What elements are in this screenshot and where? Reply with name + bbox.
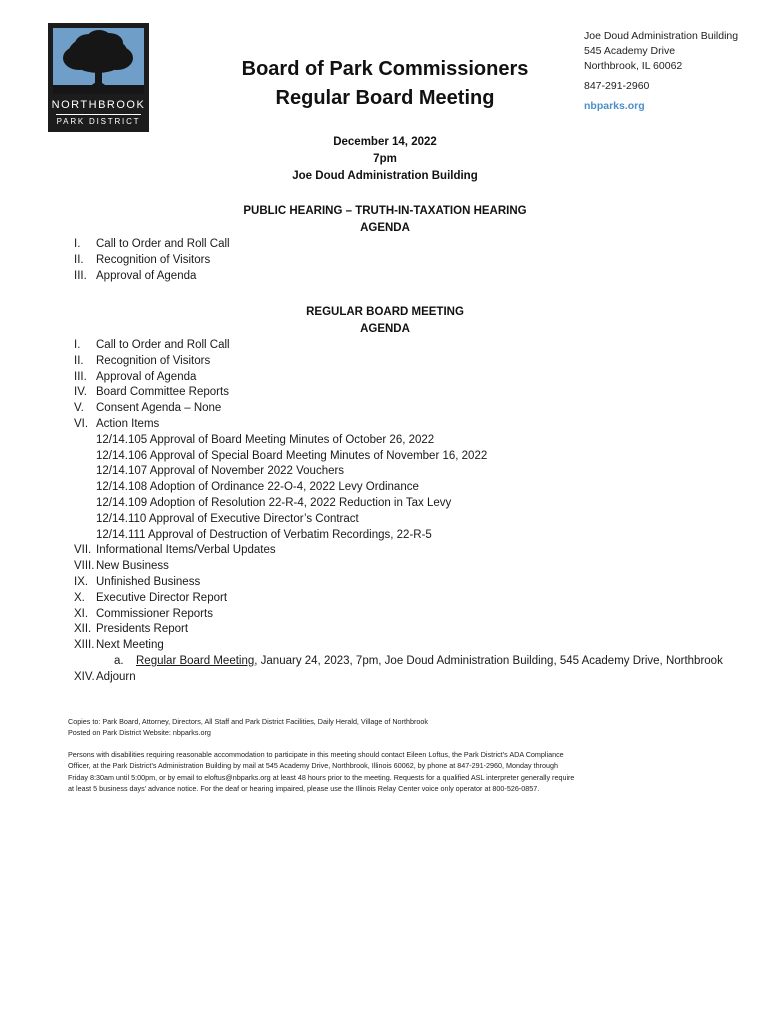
address-phone: 847-291-2960 <box>584 80 650 92</box>
item-number: XIII. <box>74 639 95 652</box>
item-text: Call to Order and Roll Call <box>96 339 230 351</box>
logo-name-line1: NORTHBROOK <box>51 99 146 111</box>
title-line-1: Board of Park Commissioners <box>241 58 529 80</box>
title-line-2: Regular Board Meeting <box>275 87 495 109</box>
logo-sky-panel <box>53 28 144 94</box>
item-text: Consent Agenda – None <box>96 402 222 415</box>
item-text: Adjourn <box>96 670 136 683</box>
logo-divider <box>56 114 141 115</box>
item-text: Board Committee Reports <box>96 386 229 399</box>
page-title <box>240 55 530 113</box>
item-number: XIV. <box>74 670 95 683</box>
meeting-location: Joe Doud Administration Building <box>292 170 478 182</box>
item-text: New Business <box>96 560 169 573</box>
item-number: VII. <box>74 544 92 557</box>
item-number: I. <box>74 339 81 351</box>
copies-to: Copies to: Park Board, Attorney, Directors, All Staff and Park District Facilities, Daily Herald, Village of Northbrook <box>68 717 428 726</box>
item-text: Approval of Agenda <box>96 370 197 383</box>
meeting-details <box>0 134 770 185</box>
item-text: Commissioner Reports <box>96 607 213 620</box>
public-hearing-heading <box>0 203 770 237</box>
item-number: XII. <box>74 623 92 636</box>
ada-notice <box>68 749 688 794</box>
item-text: Presidents Report <box>96 623 189 636</box>
item-number: III. <box>74 269 87 282</box>
tree-icon <box>53 28 144 94</box>
address-building: Joe Doud Administration Building <box>584 30 739 42</box>
action-item-text: 12/14.105 Approval of Board Meeting Minutes of October 26, 2022 <box>96 433 435 446</box>
item-number: VIII. <box>74 560 95 573</box>
item-text: Recognition of Visitors <box>96 253 211 266</box>
item-text: Recognition of Visitors <box>96 354 211 367</box>
public-hearing-subtitle: AGENDA <box>360 222 410 234</box>
action-item-text: 12/14.108 Adoption of Ordinance 22-O-4, 2022 Levy Ordinance <box>96 481 419 494</box>
item-number: X. <box>74 591 85 604</box>
regular-meeting-title: REGULAR BOARD MEETING <box>306 306 464 318</box>
regular-meeting-subtitle: AGENDA <box>360 323 410 335</box>
address-street: 545 Academy Drive <box>584 45 676 57</box>
item-number: V. <box>74 402 84 415</box>
item-number: II. <box>74 253 84 266</box>
action-item-text: 12/14.110 Approval of Executive Director’s Contract <box>96 512 359 525</box>
regular-meeting-heading <box>0 304 770 338</box>
ada-line: Persons with disabilities requiring reasonable accommodation to participate in this meeting should contact Eileen Loftus, the Park District’s ADA Compliance <box>68 750 564 759</box>
meeting-date: December 14, 2022 <box>333 136 437 148</box>
item-text: Approval of Agenda <box>96 269 197 282</box>
northbrook-park-district-logo <box>48 23 149 132</box>
meeting-time: 7pm <box>373 153 397 165</box>
item-text: Unfinished Business <box>96 575 201 588</box>
item-number: IV. <box>74 386 88 399</box>
website-link[interactable]: nbparks.org <box>584 100 645 112</box>
sub-item-letter: a. <box>114 654 124 667</box>
action-item-text: 12/14.106 Approval of Special Board Meeting Minutes of November 16, 2022 <box>96 449 488 462</box>
action-item-text: 12/14.111 Approval of Destruction of Verbatim Recordings, 22-R-5 <box>96 528 432 541</box>
item-text: Action Items <box>96 417 160 430</box>
address-city: Northbrook, IL 60062 <box>584 60 683 72</box>
item-text: Call to Order and Roll Call <box>96 238 230 250</box>
item-number: I. <box>74 238 81 250</box>
regular-board-meeting-link[interactable]: Regular Board Meeting <box>136 654 255 667</box>
item-number: IX. <box>74 575 89 588</box>
item-number: II. <box>74 354 84 367</box>
public-hearing-title: PUBLIC HEARING – TRUTH-IN-TAXATION HEARING <box>243 205 527 217</box>
item-text: Next Meeting <box>96 639 164 652</box>
item-number: III. <box>74 370 87 383</box>
address-block <box>584 29 738 114</box>
logo-name-line2: PARK DISTRICT <box>56 117 141 126</box>
ada-line: Friday 8:30am until 5:00pm, or by email to eloftus@nbparks.org at least 48 hours prior to the meeting. Requests for a qualified ASL interpreter generally require <box>68 772 575 782</box>
item-text: Executive Director Report <box>96 591 228 604</box>
posted-on: Posted on Park District Website: nbparks.org <box>68 728 211 738</box>
ada-line: Officer, at the Park District’s Administration Building by mail at 545 Academy Drive, Northbrook, Illinois 60062, by phone at 847-291-2960, Monday through <box>68 761 558 771</box>
item-text: Informational Items/Verbal Updates <box>96 544 276 557</box>
distribution-note <box>68 716 688 739</box>
item-number: VI. <box>74 417 89 430</box>
ada-line: at least 5 business days’ advance notice. For the deaf or hearing impaired, please use the Illinois Relay Center voice only operator at 800-526-0857. <box>68 783 540 793</box>
item-number: XI. <box>74 607 89 620</box>
action-item-text: 12/14.109 Adoption of Resolution 22-R-4, 2022 Reduction in Tax Levy <box>96 496 452 509</box>
next-meeting-text <box>136 654 723 670</box>
action-item-text: 12/14.107 Approval of November 2022 Vouchers <box>96 465 345 478</box>
next-meeting-details: , January 24, 2023, 7pm, Joe Doud Administration Building, 545 Academy Drive, Northbrook <box>254 654 723 667</box>
